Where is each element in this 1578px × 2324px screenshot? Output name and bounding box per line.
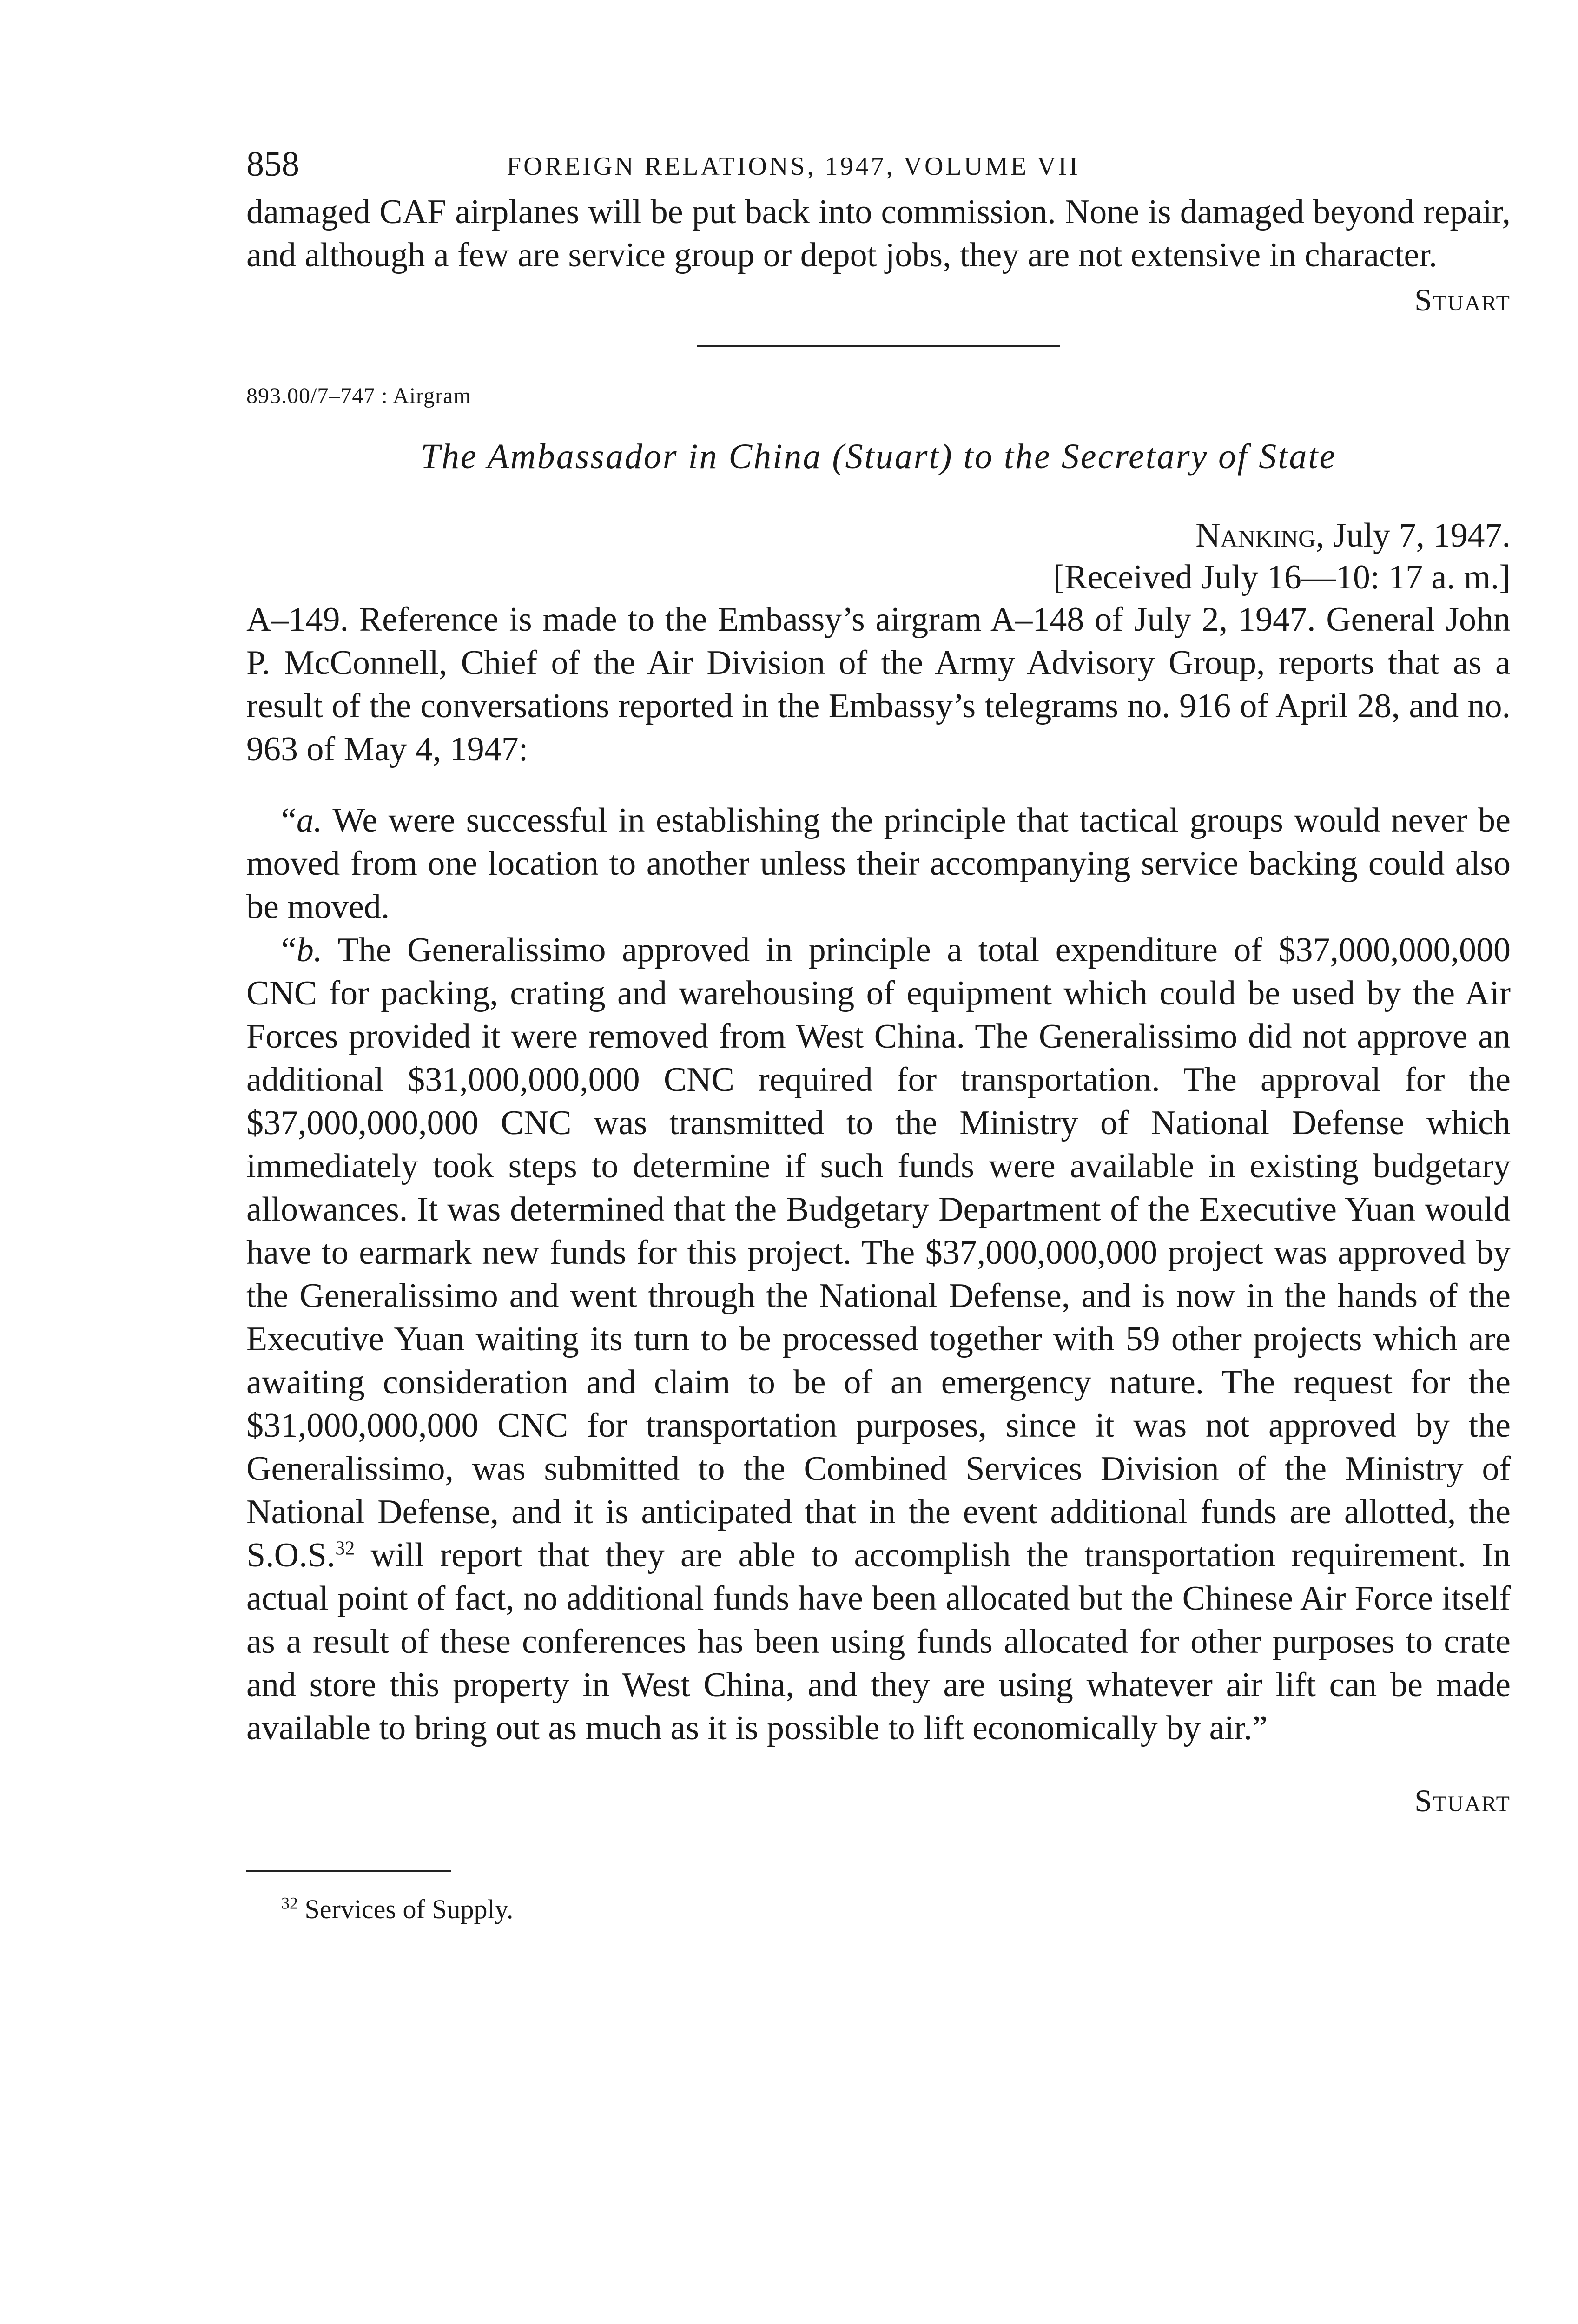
dateline	[246, 515, 1511, 556]
footnote-32	[246, 1893, 1511, 1926]
page-number: 858	[246, 145, 299, 184]
document-page	[246, 135, 1511, 1926]
document-title: The Ambassador in China (Stuart) to the Secretary of State	[420, 437, 1337, 476]
document-intro: A–149. Reference is made to the Embassy’s airgram A–148 of July 2, 1947. General John P. McConnell, Chief of the Air Division of the Army Advisory Group, reports that as a result of the conversations reported in the Embassy’s telegrams no. 916 of April 28, and no. 963 of May 4, 1947:	[246, 601, 1511, 768]
paragraph-b-text: The Generalissimo approved in principle a total expenditure of $37,000,000,000 CNC for packing, crating and warehousing of equipment which could be used by the Air Forces provided it were removed from West China. The Generalissimo did not approve an additional $31,000,000,000 CNC required for transportation. The approval for the $37,000,000,000 CNC was transmitted to the Ministry of National Defense which immediately took steps to determine if such funds were available in existing budgetary allowances. It was determined that the Budgetary Department of the Executive Yuan would have to earmark new funds for this project. The $37,000,000,000 project was approved by the Generalissimo and went through the National Defense, and is now in the hands of the Executive Yuan waiting its turn to be processed together with 59 other projects which are awaiting consideration and claim to be of an emergency nature. The request for the $31,000,000,000 CNC for transportation purposes, since it was not approved by the Generalissimo, was submitted to the Combined Services Division of the Ministry of National Defense, and it is anticipated that in the event additional funds are allotted, the S.O.S.	[246, 931, 1511, 1574]
paragraph-b	[246, 929, 1511, 1750]
paragraph-a-label: a.	[296, 801, 323, 839]
received-line: [Received July 16—10: 17 a. m.]	[1053, 558, 1511, 596]
dateline-place: Nanking	[1195, 516, 1316, 555]
footnote-text: Services of Supply.	[298, 1894, 514, 1924]
previous-document-signature: Stuart	[1414, 282, 1511, 317]
open-quote-a: “	[281, 801, 297, 839]
paragraph-b-label: b.	[296, 931, 323, 969]
previous-document-text: damaged CAF airplanes will be put back into commission. None is damaged beyond repair, and although a few are service group or depot jobs, they are not extensive in character.	[246, 193, 1511, 274]
quoted-report	[246, 799, 1511, 1750]
file-reference: 893.00/7–747 : Airgram	[246, 383, 471, 408]
section-divider	[697, 345, 1060, 347]
open-quote-b: “	[281, 931, 297, 969]
paragraph-b-text-continued: will report that they are able to accomplish the transportation requirement. In actual point of fact, no additional funds have been allocated but the Chinese Air Force itself as a result of these conferences has been using funds allocated for other purposes to crate and store this property in West China, and they are using whatever air lift can be made available to bring out as much as it is possible to lift economically by air.”	[246, 1536, 1511, 1747]
footnote-mark: 32	[281, 1894, 298, 1913]
paragraph-a-text: We were successful in establishing the principle that tactical groups would never be moved from one location to another unless their accompanying service backing could also be moved.	[246, 801, 1511, 926]
running-title: FOREIGN RELATIONS, 1947, VOLUME VII	[507, 152, 1080, 181]
page-header	[246, 135, 1511, 191]
dateline-date: , July 7, 1947.	[1315, 516, 1511, 555]
paragraph-a	[246, 799, 1511, 929]
footnote-divider	[246, 1870, 451, 1872]
footnote-reference-32[interactable]: 32	[335, 1538, 355, 1559]
document-signature: Stuart	[1414, 1783, 1511, 1818]
